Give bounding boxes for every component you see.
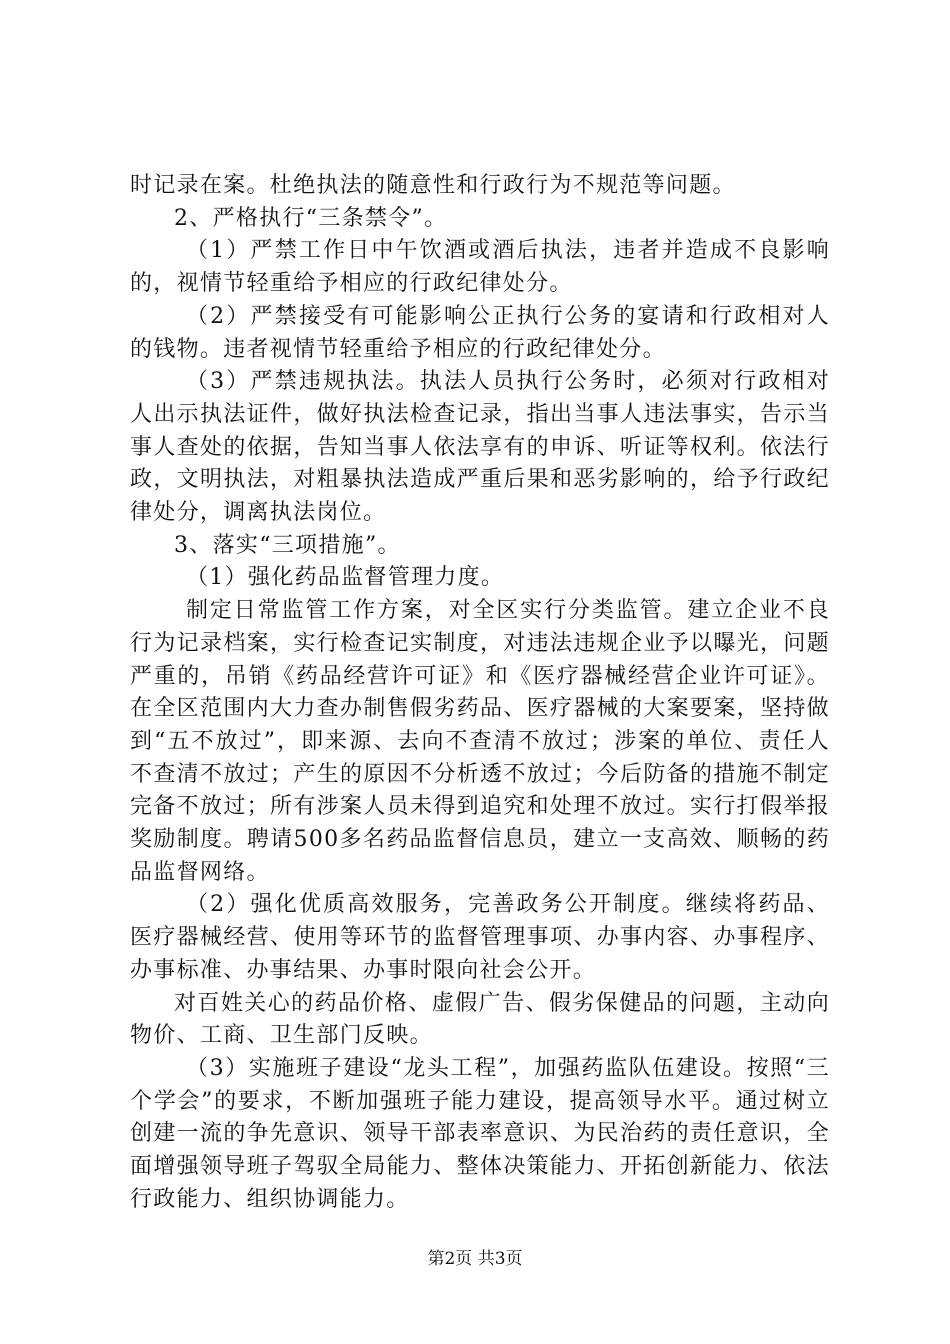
heading-three-prohibitions: 2、严格执行“三条禁令”。 [174, 205, 448, 231]
paragraph-continuation: 时记录在案。杜绝执法的随意性和行政行为不规范等问题。 [130, 173, 736, 198]
heading-three-measures: 3、落实“三项措施”。 [174, 532, 401, 558]
page-footer: 第2页 共3页 [427, 1249, 523, 1269]
prohibition-1: （1）严禁工作日中午饮酒或酒后执法，违者并造成不良影响的，视情节轻重给予相应的行政纪律处分。 [130, 238, 830, 297]
prohibition-2: （2）严禁接受有可能影响公正执行公务的宴请和行政相对人的钱物。违者视情节轻重给予相应的行政纪律处分。 [130, 303, 830, 362]
measure-1-title: （1）强化药品监督管理力度。 [186, 565, 505, 591]
document-body [130, 170, 830, 1217]
prohibition-3: （3）严禁违规执法。执法人员执行公务时，必须对行政相对人出示执法证件，做好执法检查记录，指出当事人违法事实，告示当事人查处的依据，告知当事人依法享有的申诉、听证等权利。依法行政，文明执法，对粗暴执法造成严重后果和恶劣影响的，给予行政纪律处分，调离执法岗位。 [130, 369, 830, 526]
measure-3: （3）实施班子建设“龙头工程”，加强药监队伍建设。按照“三个学会”的要求，不断加强班子能力建设，提高领导水平。通过树立创建一流的争先意识、领导干部表率意识、为民治药的责任意识，全面增强领导班子驾驭全局能力、整体决策能力、开拓创新能力、依法行政能力、组织协调能力。 [130, 1055, 830, 1212]
measure-2-followup: 对百姓关心的药品价格、虚假广告、假劣保健品的问题，主动向物价、工商、卫生部门反映。 [130, 990, 830, 1049]
measure-1-body: 制定日常监管工作方案，对全区实行分类监管。建立企业不良行为记录档案，实行检查记实制度，对违法违规企业予以曝光，问题严重的，吊销《药品经营许可证》和《医疗器械经营企业许可证》。在全区范围内大力查办制售假劣药品、医疗器械的大案要案，坚持做到“五不放过”，即来源、去向不查清不放过；涉案的单位、责任人不查清不放过；产生的原因不分析透不放过；今后防备的措施不制定完备不放过；所有涉案人员未得到追究和处理不放过。实行打假举报奖励制度。聘请500多名药品监督信息员，建立一支高效、顺畅的药品监督网络。 [130, 598, 830, 885]
measure-2: （2）强化优质高效服务，完善政务公开制度。继续将药品、医疗器械经营、使用等环节的监督管理事项、办事内容、办事程序、办事标准、办事结果、办事时限向社会公开。 [130, 892, 830, 983]
